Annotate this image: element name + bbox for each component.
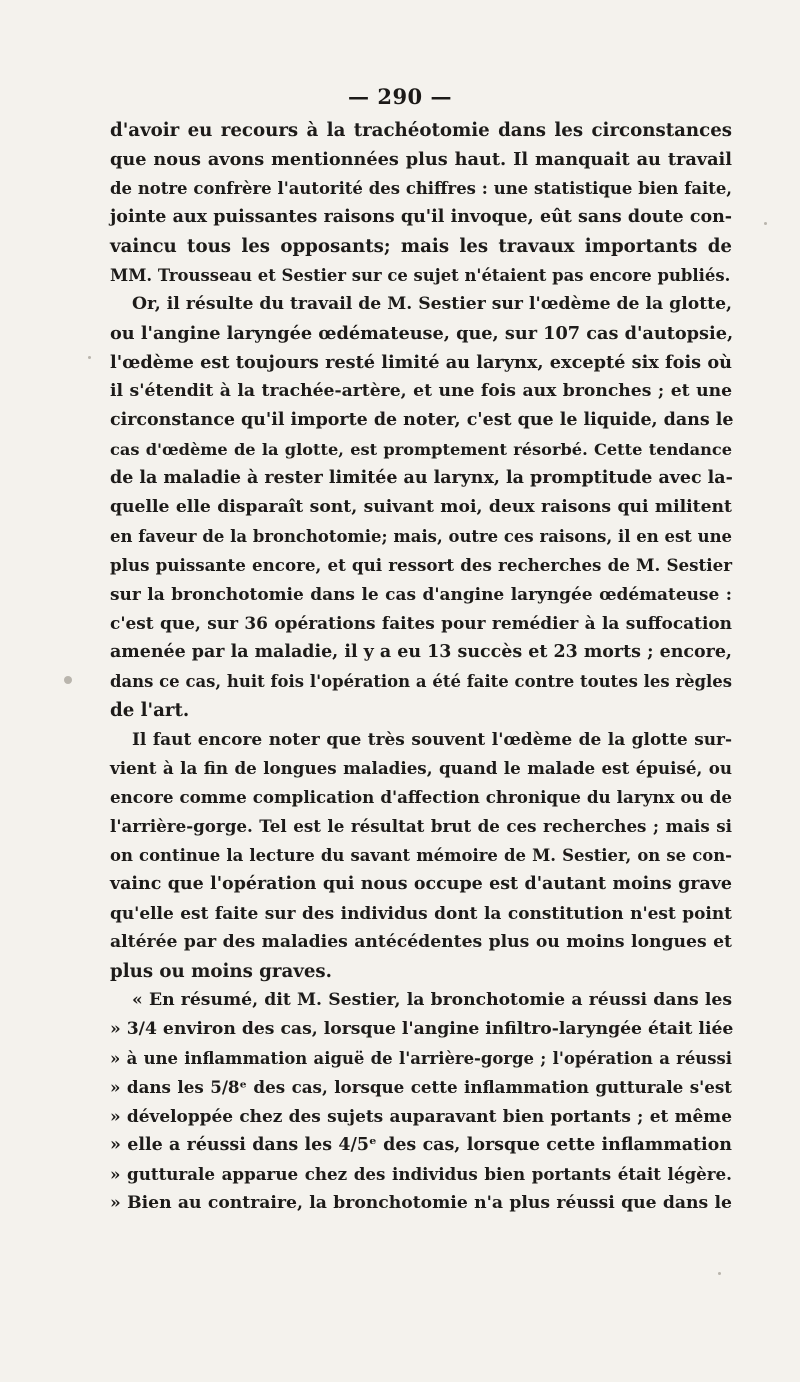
text-line: circonstance qu'il importe de noter, c'est que le liquide, dans le bbox=[110, 410, 734, 430]
text-line: Or, il résulte du travail de M. Sestier sur l'œdème de la glotte, bbox=[132, 294, 732, 314]
paper-speck bbox=[718, 1272, 721, 1275]
text-line: d'avoir eu recours à la trachéotomie dans les circonstances bbox=[110, 120, 732, 141]
text-line: MM. Trousseau et Sestier sur ce sujet n'étaient pas encore publiés. bbox=[110, 266, 731, 285]
text-line: plus puissante encore, et qui ressort des recherches de M. Sestier bbox=[110, 555, 732, 575]
paragraph-2 bbox=[110, 290, 732, 725]
text-line: jointe aux puissantes raisons qu'il invoque, eût sans doute con- bbox=[110, 207, 732, 227]
paragraph-3 bbox=[110, 725, 732, 986]
text-line: » elle a réussi dans les 4/5ᵉ des cas, lorsque cette inflammation bbox=[110, 1135, 732, 1155]
text-line: l'œdème est toujours resté limité au larynx, excepté six fois où bbox=[110, 352, 732, 373]
text-line: » développée chez des sujets auparavant bien portants ; et même bbox=[110, 1106, 732, 1126]
text-line: » 3/4 environ des cas, lorsque l'angine infiltro-laryngée était liée bbox=[110, 1019, 734, 1039]
text-line: cas d'œdème de la glotte, est promptement résorbé. Cette tendance bbox=[110, 440, 732, 459]
text-line: qu'elle est faite sur des individus dont la constitution n'est point bbox=[110, 903, 732, 923]
text-line: vient à la fin de longues maladies, quand le malade est épuisé, ou bbox=[110, 758, 732, 778]
text-line: l'arrière-gorge. Tel est le résultat brut de ces recherches ; mais si bbox=[110, 816, 732, 836]
text-line: » gutturale apparue chez des individus bien portants était légère. bbox=[110, 1164, 732, 1184]
text-line: « En résumé, dit M. Sestier, la bronchotomie a réussi dans les bbox=[132, 990, 732, 1010]
text-line: Il faut encore noter que très souvent l'œdème de la glotte sur- bbox=[132, 729, 732, 749]
paragraph-1 bbox=[110, 116, 732, 290]
text-line: altérée par des maladies antécédentes plus ou moins longues et bbox=[110, 932, 732, 952]
text-line: » Bien au contraire, la bronchotomie n'a plus réussi que dans le bbox=[110, 1193, 732, 1213]
text-line: sur la bronchotomie dans le cas d'angine laryngée œdémateuse : bbox=[110, 584, 732, 604]
text-line: il s'étendit à la trachée-artère, et une fois aux bronches ; et une bbox=[110, 381, 732, 401]
text-line: en faveur de la bronchotomie; mais, outre ces raisons, il en est une bbox=[110, 527, 732, 546]
paper-speck bbox=[64, 676, 72, 684]
text-line: c'est que, sur 36 opérations faites pour remédier à la suffocation bbox=[110, 613, 732, 633]
page-number: — 290 — bbox=[348, 84, 452, 109]
text-line: de notre confrère l'autorité des chiffres : une statistique bien faite, bbox=[110, 179, 732, 198]
text-line: de l'art. bbox=[110, 700, 190, 721]
text-line: vainc que l'opération qui nous occupe est d'autant moins grave bbox=[110, 874, 732, 894]
text-line: on continue la lecture du savant mémoire de M. Sestier, on se con- bbox=[110, 846, 732, 865]
page-body bbox=[110, 116, 732, 1218]
text-line: dans ce cas, huit fois l'opération a été faite contre toutes les règles bbox=[110, 672, 732, 691]
paper-speck bbox=[88, 356, 91, 359]
text-line: de la maladie à rester limitée au larynx, la promptitude avec la- bbox=[110, 468, 733, 488]
text-line: ou l'angine laryngée œdémateuse, que, sur 107 cas d'autopsie, bbox=[110, 323, 734, 344]
text-line: amenée par la maladie, il y a eu 13 succès et 23 morts ; encore, bbox=[110, 642, 732, 662]
text-line: quelle elle disparaît sont, suivant moi, deux raisons qui militent bbox=[110, 497, 732, 517]
paragraph-4-quotation bbox=[110, 986, 732, 1218]
text-line: encore comme complication d'affection chronique du larynx ou de bbox=[110, 787, 732, 807]
text-line: » à une inflammation aiguë de l'arrière-gorge ; l'opération a réussi bbox=[110, 1049, 732, 1068]
text-line: plus ou moins graves. bbox=[110, 961, 332, 982]
text-line: que nous avons mentionnées plus haut. Il manquait au travail bbox=[110, 149, 732, 170]
paper-speck bbox=[764, 222, 767, 225]
text-line: » dans les 5/8ᵉ des cas, lorsque cette inflammation gutturale s'est bbox=[110, 1077, 732, 1097]
text-line: vaincu tous les opposants; mais les travaux importants de bbox=[110, 236, 732, 257]
